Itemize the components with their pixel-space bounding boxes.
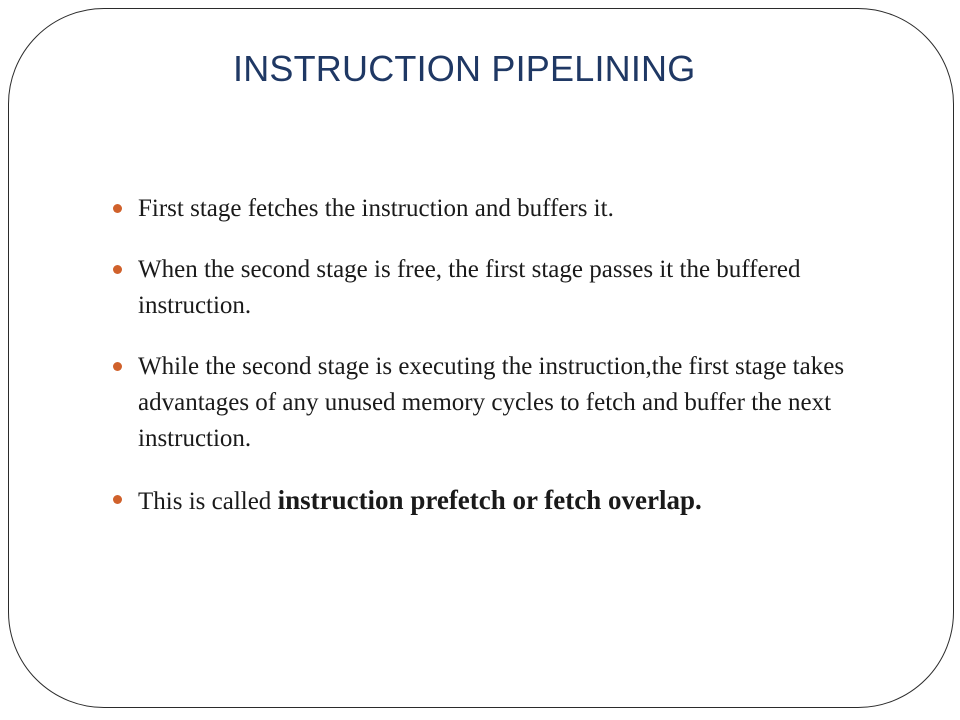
slide-title: INSTRUCTION PIPELINING — [233, 48, 696, 89]
bullet-text: When the second stage is free, the first stage passes it the buffered instruction. — [138, 256, 801, 319]
bullet-item — [113, 191, 913, 227]
bullet-text: While the second stage is executing the instruction,the first stage takes advantages of any unused memory cycles to fetch and buffer the next instruction. — [138, 353, 845, 452]
bullet-dot-icon — [113, 495, 122, 504]
bullet-item — [113, 252, 913, 324]
bullet-item — [113, 482, 913, 520]
slide-frame — [8, 8, 954, 708]
bullet-dot-icon — [113, 265, 122, 274]
bullet-item — [113, 349, 913, 457]
bullet-text: First stage fetches the instruction and buffers it. — [138, 195, 614, 222]
bullet-dot-icon — [113, 204, 122, 213]
bullet-list — [113, 191, 913, 545]
bullet-dot-icon — [113, 362, 122, 371]
bullet-text: This is called — [138, 488, 278, 515]
bullet-emphasis-text: instruction prefetch or fetch overlap. — [277, 485, 702, 515]
